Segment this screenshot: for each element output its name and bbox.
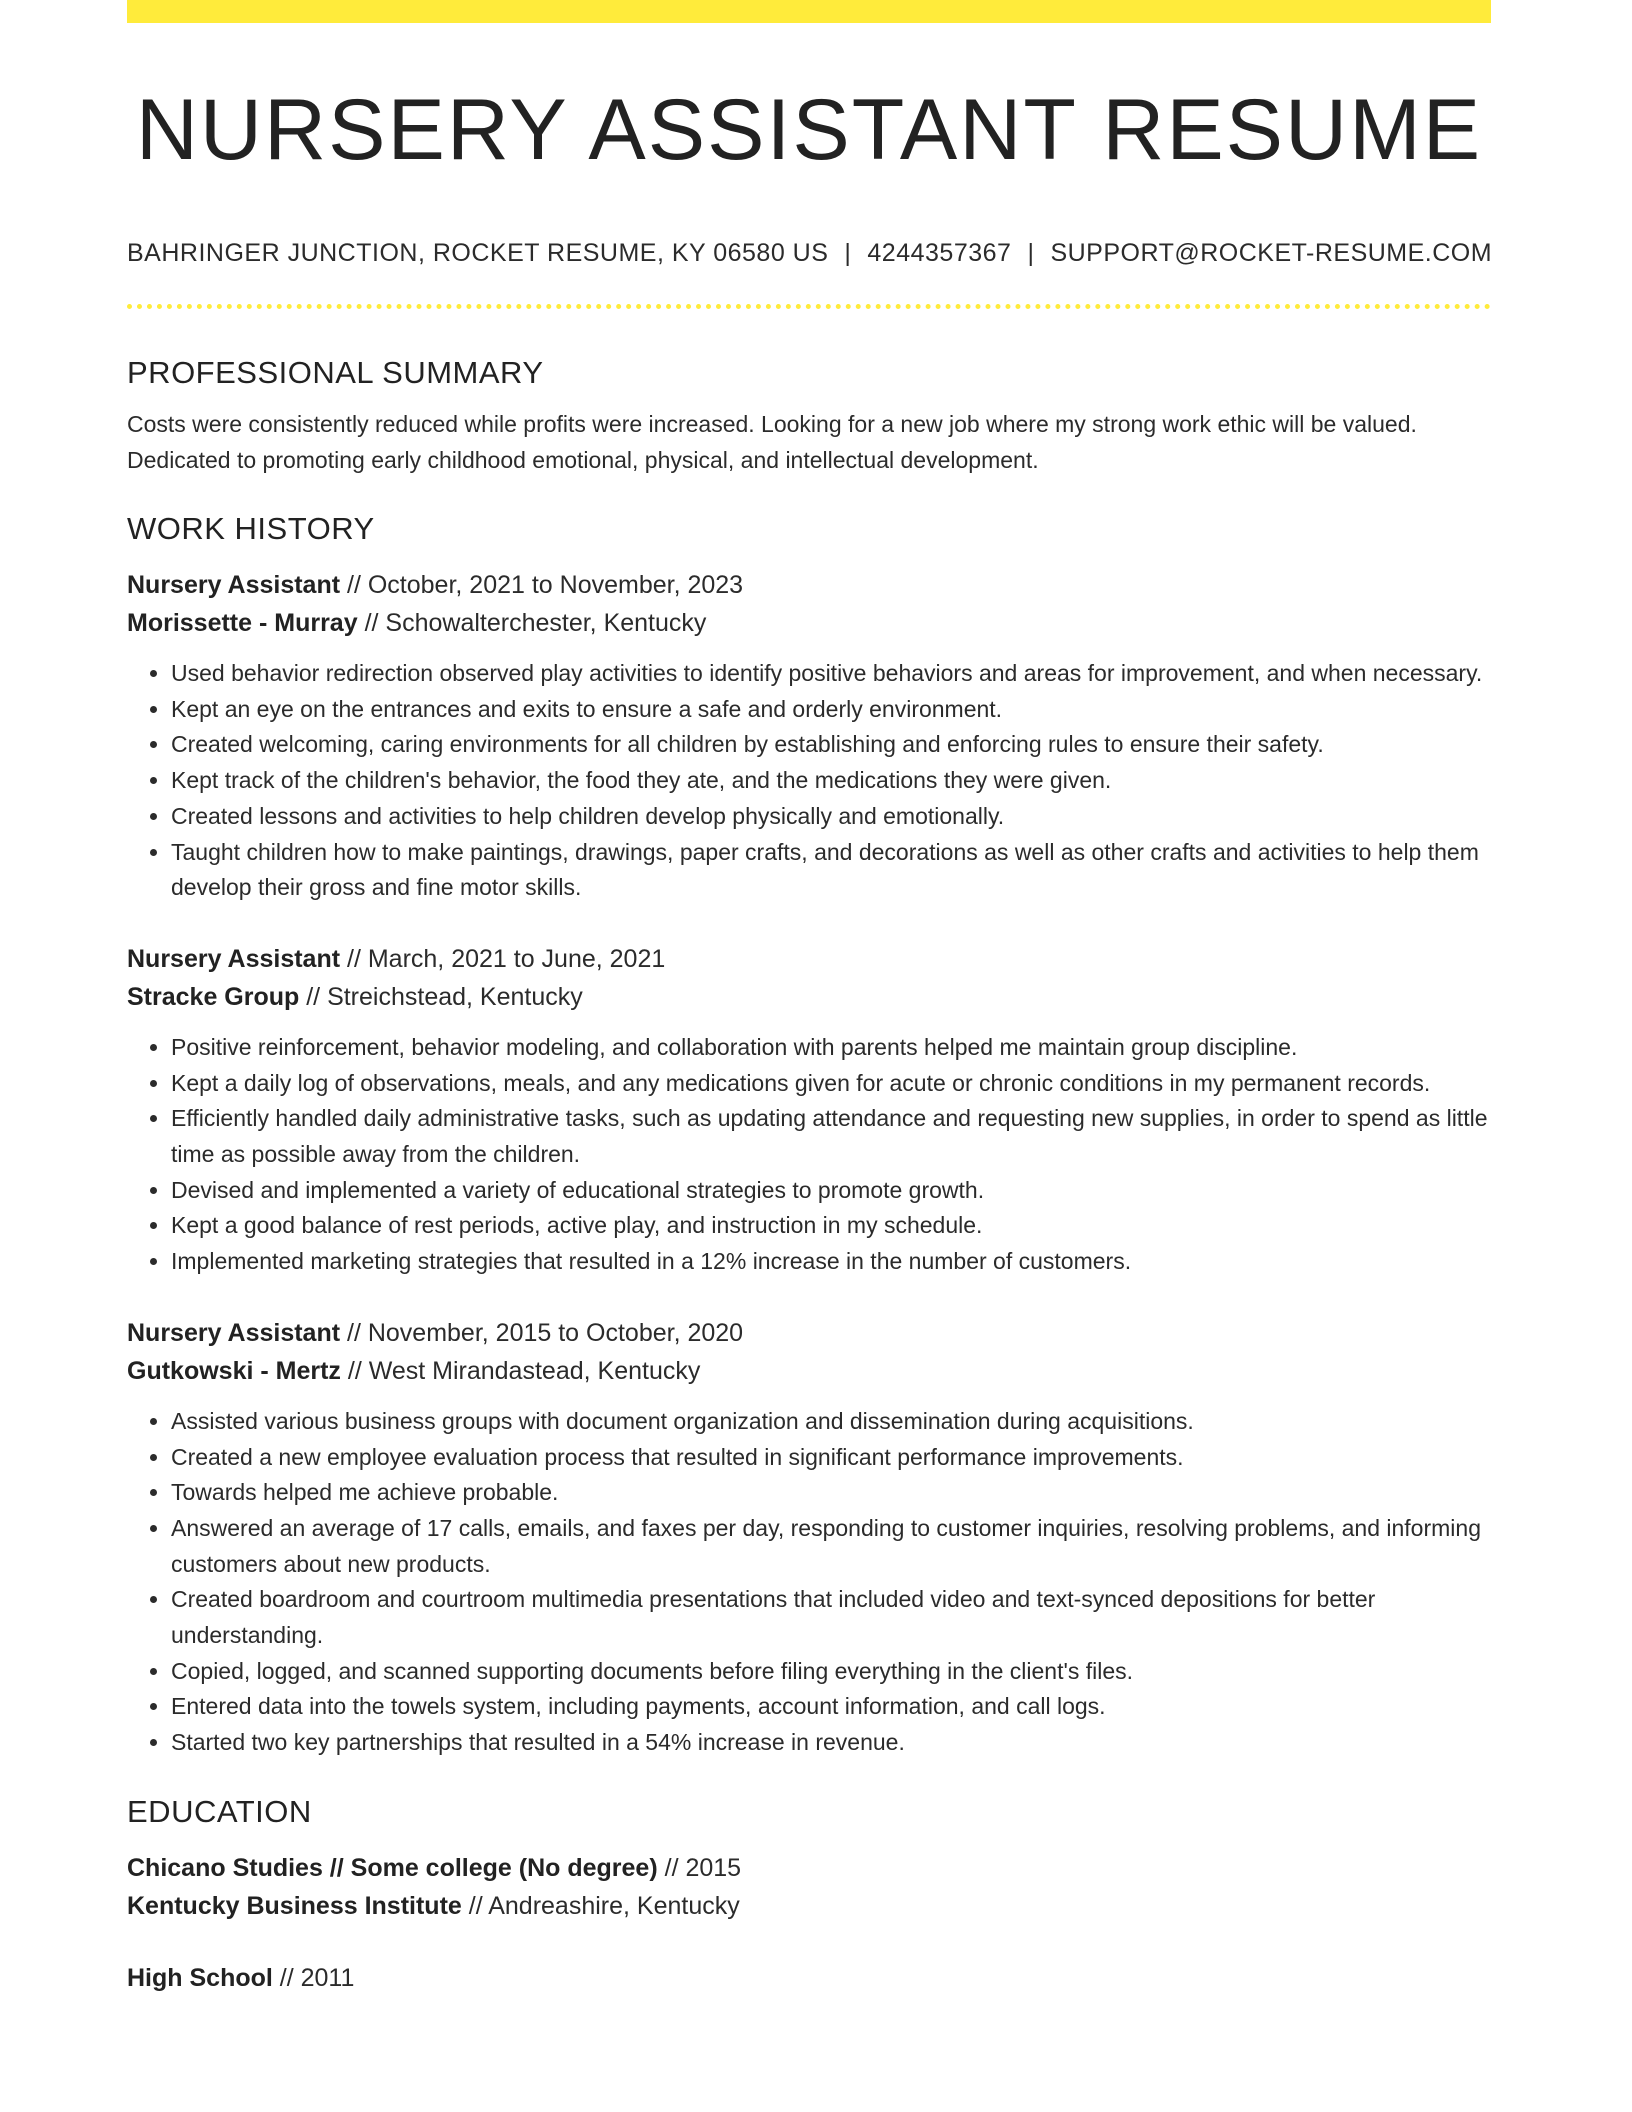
job-entry [127,940,1491,1280]
job-title: Nursery Assistant [127,944,341,973]
section-heading-education: EDUCATION [127,1793,312,1829]
resume-title: NURSERY ASSISTANT RESUME [135,82,1483,178]
education-school-line [127,1887,1491,1925]
job-title: Nursery Assistant [127,571,341,599]
job-bullets [127,1404,1491,1761]
job-entry [127,1314,1491,1761]
job-dates: // November, 2015 to October, 2020 [340,1318,744,1347]
job-title-line [127,940,1491,978]
job-bullets [127,1030,1491,1280]
job-company: Morissette - Murray [127,609,358,637]
contact-separator: | [1027,239,1035,267]
education-degree: High School [127,1963,273,1992]
contact-separator: | [844,239,852,267]
accent-bar [127,0,1491,23]
list-item: • Efficiently handled daily administrative tasks, such as updating attendance and requesting new supplies, in order to spend as little time as possible away from the children. [171,1101,1491,1172]
list-item: • Kept track of the children's behavior, the food they ate, and the medications they were given. [171,763,1491,799]
job-title: Nursery Assistant [127,1318,341,1347]
list-item: • Answered an average of 17 calls, emails, and faxes per day, responding to customer inquiries, resolving problems, and informing customers about new products. [171,1511,1491,1582]
list-item: • Started two key partnerships that resulted in a 54% increase in revenue. [171,1725,1491,1761]
job-title-line [127,1314,1491,1352]
education-degree-line [127,1959,1491,1997]
job-entry [127,566,1491,906]
education-entry [127,1959,1491,1997]
list-item: • Used behavior redirection observed play activities to identify positive behaviors and areas for improvement, and when necessary. [171,656,1491,692]
education-degree-line [127,1849,1491,1887]
job-company: Stracke Group [127,982,300,1011]
job-company-line [127,604,1491,642]
list-item: • Implemented marketing strategies that resulted in a 12% increase in the number of customers. [171,1244,1491,1280]
summary-text: Costs were consistently reduced while profits were increased. Looking for a new job where my strong work ethic will be valued. Dedicated to promoting early childhood emotional, physical, and intellectual development. [127,411,1417,473]
list-item: • Created welcoming, caring environments for all children by establishing and enforcing rules to ensure their safety. [171,727,1491,763]
list-item: • Towards helped me achieve probable. [171,1475,1491,1511]
education-year: // 2011 [272,1963,355,1992]
list-item: • Kept a good balance of rest periods, active play, and instruction in my schedule. [171,1208,1491,1244]
list-item: • Devised and implemented a variety of educational strategies to promote growth. [171,1173,1491,1209]
education-location: // Andreashire, Kentucky [461,1891,740,1920]
list-item: • Entered data into the towels system, including payments, account information, and call logs. [171,1689,1491,1725]
contact-email[interactable]: SUPPORT@ROCKET-RESUME.COM [1050,239,1493,267]
job-bullets [127,656,1491,906]
job-dates: // March, 2021 to June, 2021 [340,944,666,973]
job-location: // Schowalterchester, Kentucky [357,609,707,637]
dotted-divider [127,304,1491,309]
job-company-line [127,978,1491,1016]
job-location: // West Mirandastead, Kentucky [340,1356,701,1385]
job-company-line [127,1352,1491,1390]
resume-content [127,350,1491,1997]
education-year: // 2015 [657,1853,742,1882]
list-item: • Assisted various business groups with document organization and dissemination during acquisitions. [171,1404,1491,1440]
education-entry [127,1849,1491,1925]
contact-address: BAHRINGER JUNCTION, ROCKET RESUME, KY 06580 US [127,239,829,267]
contact-line [127,236,1491,270]
list-item: • Created a new employee evaluation process that resulted in significant performance improvements. [171,1440,1491,1476]
list-item: • Taught children how to make paintings, drawings, paper crafts, and decorations as well as other crafts and activities to help them develop their gross and fine motor skills. [171,835,1491,906]
list-item: • Kept an eye on the entrances and exits to ensure a safe and orderly environment. [171,692,1491,728]
section-heading-work: WORK HISTORY [127,511,375,546]
education-degree: Chicano Studies // Some college (No degree) [127,1853,658,1882]
job-location: // Streichstead, Kentucky [299,982,583,1011]
job-title-line [127,566,1491,604]
job-dates: // October, 2021 to November, 2023 [340,571,744,599]
list-item: • Positive reinforcement, behavior modeling, and collaboration with parents helped me maintain group discipline. [171,1030,1491,1066]
job-company: Gutkowski - Mertz [127,1356,341,1385]
contact-phone: 4244357367 [867,239,1012,267]
list-item: • Kept a daily log of observations, meals, and any medications given for acute or chronic conditions in my permanent records. [171,1066,1491,1102]
list-item: • Created lessons and activities to help children develop physically and emotionally. [171,799,1491,835]
education-school: Kentucky Business Institute [127,1891,462,1920]
list-item: • Copied, logged, and scanned supporting documents before filing everything in the client's files. [171,1654,1491,1690]
section-heading-summary: PROFESSIONAL SUMMARY [127,355,544,390]
list-item: • Created boardroom and courtroom multimedia presentations that included video and text-synced depositions for better understanding. [171,1582,1491,1653]
